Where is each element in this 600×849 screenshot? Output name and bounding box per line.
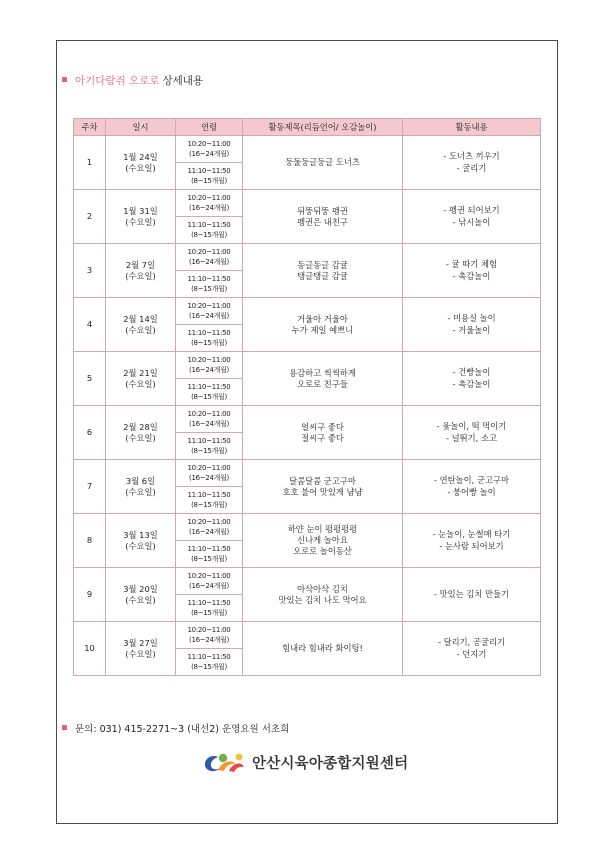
session-age: (16~24개월) [189, 420, 229, 428]
activity-item: - 눈사람 되어보기 [439, 540, 504, 551]
activity-list-cell [403, 352, 541, 406]
week-cell: 2 [74, 190, 106, 244]
weekday-text: (수요일) [125, 162, 156, 173]
session-time: 10:20~11:00 [187, 626, 231, 634]
date-cell [106, 190, 176, 244]
date-cell [106, 460, 176, 514]
contact-info [62, 723, 289, 736]
session-1-cell [176, 244, 243, 271]
activity-title-cell: 하얀 눈이 펑펑펑펑 신나게 놀아요 오로로 놀이동산 [243, 514, 403, 568]
session-age: (16~24개월) [189, 528, 229, 536]
date-cell [106, 298, 176, 352]
activity-item: - 건빵놀이 [452, 367, 491, 377]
session-time: 10:20~11:00 [187, 410, 231, 418]
date-cell [106, 244, 176, 298]
bullet-icon [62, 725, 67, 730]
activity-title-cell: 거울아 거울아 누가 제일 예쁘니 [243, 298, 403, 352]
header-age: 연령 [176, 119, 243, 136]
session-time: 10:20~11:00 [187, 194, 231, 202]
detail-label: 상세내용 [162, 75, 204, 87]
session-time: 10:20~11:00 [187, 518, 231, 526]
session-time: 11:10~11:50 [187, 545, 231, 553]
activity-title-cell: 둥둘둥글둥글 도너츠 [243, 136, 403, 190]
center-logo [202, 749, 408, 775]
week-cell: 1 [74, 136, 106, 190]
session-age: (8~15개월) [191, 177, 227, 185]
date-text: 3월 20일 [123, 583, 158, 594]
session-age: (8~15개월) [191, 663, 227, 671]
week-cell: 7 [74, 460, 106, 514]
activity-list-cell [403, 568, 541, 622]
week-cell: 4 [74, 298, 106, 352]
session-1-cell [176, 352, 243, 379]
weekday-text: (수요일) [125, 486, 156, 497]
session-2-cell [176, 595, 243, 622]
table-row [74, 352, 541, 379]
activity-item: - 거울놀이 [452, 324, 491, 335]
session-age: (16~24개월) [189, 312, 229, 320]
date-text: 3월 27일 [123, 637, 158, 648]
table-row [74, 460, 541, 487]
activity-item: - 촉감놀이 [452, 270, 491, 281]
session-age: (16~24개월) [189, 474, 229, 482]
week-cell: 5 [74, 352, 106, 406]
session-1-cell [176, 514, 243, 541]
weekday-text: (수요일) [125, 594, 156, 605]
header-activities: 활동내용 [403, 119, 541, 136]
session-1-cell [176, 190, 243, 217]
program-name: 아기다람쥐 오로로 [75, 75, 160, 87]
activity-title-cell: 용감하고 씩씩하게 오로로 친구들 [243, 352, 403, 406]
session-time: 10:20~11:00 [187, 464, 231, 472]
activity-list-cell [403, 406, 541, 460]
weekday-text: (수요일) [125, 378, 156, 389]
section-heading [62, 74, 203, 88]
date-text: 2월 21일 [123, 367, 158, 378]
activity-item: - 윷놀이, 떡 먹이기 [436, 421, 507, 431]
table-row [74, 136, 541, 163]
table-header-row [74, 119, 541, 136]
table-row [74, 298, 541, 325]
activity-item: - 미용실 놀이 [447, 313, 496, 323]
session-age: (8~15개월) [191, 339, 227, 347]
session-2-cell [176, 649, 243, 676]
session-2-cell [176, 325, 243, 352]
session-time: 11:10~11:50 [187, 491, 231, 499]
activity-title-cell: 동글동글 감귤 탱글탱글 감귤 [243, 244, 403, 298]
date-text: 2월 7일 [125, 259, 156, 270]
activity-item: - 귤 따기 체험 [446, 259, 497, 269]
date-cell [106, 622, 176, 676]
week-cell: 10 [74, 622, 106, 676]
session-time: 11:10~11:50 [187, 383, 231, 391]
session-time: 10:20~11:00 [187, 572, 231, 580]
session-2-cell [176, 379, 243, 406]
weekday-text: (수요일) [125, 216, 156, 227]
table-row [74, 568, 541, 595]
session-time: 10:20~11:00 [187, 140, 231, 148]
activity-item: - 널뛰기, 소고 [446, 432, 497, 443]
session-age: (16~24개월) [189, 150, 229, 158]
center-logo-text: 안산시육아종합지원센터 [252, 755, 409, 772]
date-text: 3월 6일 [125, 475, 156, 486]
activity-item: - 연탄놀이, 군고구마 [433, 475, 510, 485]
session-2-cell [176, 217, 243, 244]
weekday-text: (수요일) [125, 270, 156, 281]
session-age: (8~15개월) [191, 609, 227, 617]
session-time: 10:20~11:00 [187, 302, 231, 310]
session-time: 11:10~11:50 [187, 653, 231, 661]
session-age: (16~24개월) [189, 366, 229, 374]
weekday-text: (수요일) [125, 540, 156, 551]
session-age: (16~24개월) [189, 636, 229, 644]
session-2-cell [176, 433, 243, 460]
header-title: 활동제목(리듬언어/ 오감놀이) [243, 119, 403, 136]
date-text: 3월 13일 [123, 529, 158, 540]
activity-item: - 굴리기 [456, 162, 487, 173]
session-age: (8~15개월) [191, 231, 227, 239]
schedule-table [73, 118, 541, 676]
session-time: 11:10~11:50 [187, 167, 231, 175]
session-1-cell [176, 406, 243, 433]
activity-title-cell: 힘내라 힘내라 화이팅! [243, 622, 403, 676]
session-time: 10:20~11:00 [187, 356, 231, 364]
week-cell: 3 [74, 244, 106, 298]
activity-item: - 던지기 [456, 648, 487, 659]
table-row [74, 406, 541, 433]
activity-item: - 맛있는 김치 만들기 [433, 588, 510, 599]
activity-item: - 도너츠 끼우기 [443, 151, 500, 161]
session-age: (8~15개월) [191, 393, 227, 401]
session-age: (16~24개월) [189, 582, 229, 590]
activity-item: - 펭귄 되어보기 [443, 205, 500, 215]
header-date: 일시 [106, 119, 176, 136]
session-1-cell [176, 460, 243, 487]
center-logo-icon [202, 749, 246, 775]
session-1-cell [176, 136, 243, 163]
date-cell [106, 514, 176, 568]
session-1-cell [176, 622, 243, 649]
table-row [74, 244, 541, 271]
weekday-text: (수요일) [125, 324, 156, 335]
session-1-cell [176, 298, 243, 325]
activity-list-cell [403, 244, 541, 298]
session-time: 11:10~11:50 [187, 329, 231, 337]
table-row [74, 190, 541, 217]
week-cell: 6 [74, 406, 106, 460]
date-text: 1월 31일 [123, 205, 158, 216]
weekday-text: (수요일) [125, 648, 156, 659]
date-text: 2월 28일 [123, 421, 158, 432]
session-1-cell [176, 568, 243, 595]
session-time: 11:10~11:50 [187, 437, 231, 445]
session-age: (16~24개월) [189, 204, 229, 212]
session-2-cell [176, 271, 243, 298]
bullet-icon [62, 77, 67, 82]
session-age: (8~15개월) [191, 447, 227, 455]
activity-title-cell: 얼씨구 좋다 절씨구 좋다 [243, 406, 403, 460]
date-text: 2월 14일 [123, 313, 158, 324]
activity-item: - 붕어빵 놀이 [447, 486, 496, 497]
activity-title-cell: 아삭아삭 김치 맛있는 김치 나도 먹어요 [243, 568, 403, 622]
week-cell: 8 [74, 514, 106, 568]
table-row [74, 622, 541, 649]
date-text: 1월 24일 [123, 151, 158, 162]
week-cell: 9 [74, 568, 106, 622]
date-cell [106, 136, 176, 190]
activity-list-cell [403, 298, 541, 352]
session-age: (8~15개월) [191, 285, 227, 293]
session-time: 10:20~11:00 [187, 248, 231, 256]
session-time: 11:10~11:50 [187, 599, 231, 607]
weekday-text: (수요일) [125, 432, 156, 443]
activity-item: - 촉감놀이 [452, 378, 491, 389]
header-week: 주차 [74, 119, 106, 136]
activity-item: - 눈놀이, 눈썰매 타기 [432, 529, 511, 539]
activity-list-cell [403, 460, 541, 514]
session-age: (8~15개월) [191, 555, 227, 563]
activity-list-cell [403, 622, 541, 676]
session-time: 11:10~11:50 [187, 275, 231, 283]
session-2-cell [176, 163, 243, 190]
session-2-cell [176, 541, 243, 568]
activity-list-cell [403, 514, 541, 568]
activity-item: - 달리기, 공굴리기 [437, 637, 505, 647]
session-time: 11:10~11:50 [187, 221, 231, 229]
date-cell [106, 352, 176, 406]
activity-title-cell: 달콤달콤 군고구마 호호 불어 맛있게 냠냠 [243, 460, 403, 514]
session-2-cell [176, 487, 243, 514]
activity-list-cell [403, 136, 541, 190]
activity-item: - 낚시놀이 [452, 216, 491, 227]
session-age: (8~15개월) [191, 501, 227, 509]
date-cell [106, 568, 176, 622]
table-row [74, 514, 541, 541]
session-age: (16~24개월) [189, 258, 229, 266]
contact-text: 문의: 031) 415-2271~3 (내선2) 운영요원 서초희 [75, 724, 290, 735]
activity-title-cell: 뒤뚱뒤뚱 펭귄 펭귄은 내친구 [243, 190, 403, 244]
activity-list-cell [403, 190, 541, 244]
date-cell [106, 406, 176, 460]
